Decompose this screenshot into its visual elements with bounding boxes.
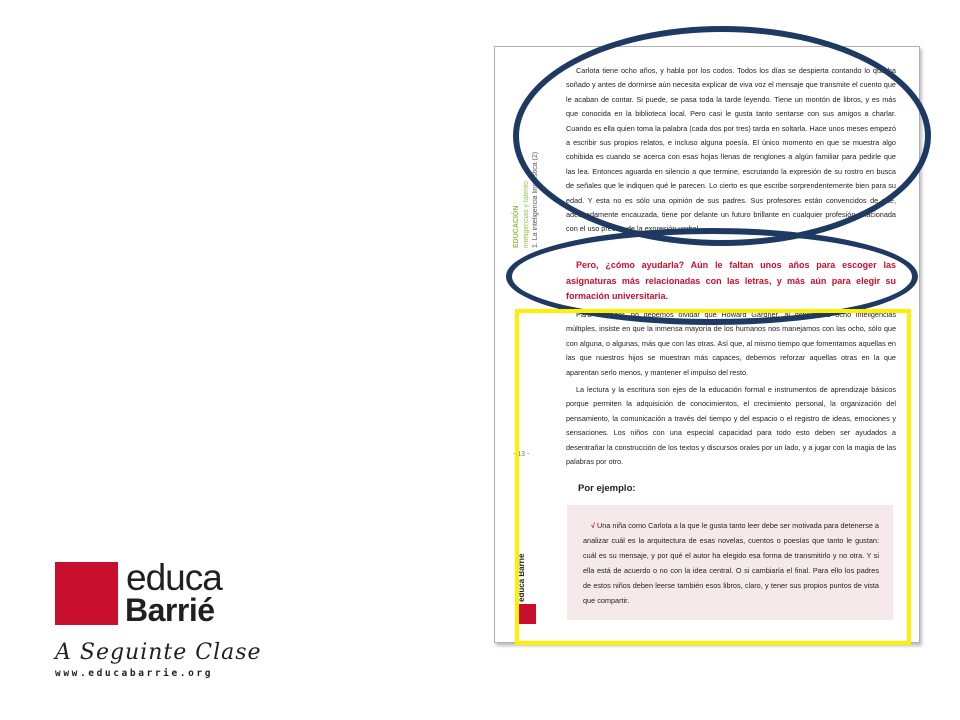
annotation-ellipse-paragraph [513, 26, 931, 246]
highlight-question: Pero, ¿cómo ayudarla? Aún le faltan unos años para escoger las asignaturas más relacionadas con las letras, y más aún para elegir su formación universitaria. [566, 260, 896, 301]
example-heading: Por ejemplo: [578, 483, 636, 494]
mini-logo-text: educa Barrié [517, 553, 526, 602]
paragraph-gardner: Para empezar, no debemos olvidar que Howard Gardner, al definir sus ocho inteligencias múltiples, insiste en que la inmensa mayoría de los humanos nos manejamos con las ocho, sólo que con alguna, o algunas, más que con las otras. Así que, al mismo tiempo que fomentamos aquellas en las que nuestros hijos se muestran más capaces, debemos reforzar aquellas otras en la que aparentan serlo menos, y mantener el impulso del resto. [566, 310, 896, 377]
side-meta-chapter: 1. La inteligencia lingüística (2) [532, 151, 539, 248]
example-text: Una niña como Carlota a la que le gusta tanto leer debe ser motivada para detenerse a analizar cuál es la arquitectura de esas novelas, cuentos o poesías que tanto le gustan: cuál es su mensaje, y por qué el autor ha elegido esa forma de transmitirlo y no otra. Y si ella está de acuerdo o no con la idea central. O si cambiaría el final. Para ello los padres de estos niños deben leerse también esos libros, claro, y tener sus propios puntos de vista que compartir. [583, 521, 879, 605]
paragraph-reading: La lectura y la escritura son ejes de la educación formal e instrumentos de aprendizaje básicos porque permiten la adquisición de conocimientos, el crecimiento personal, la organización del pensamiento, la comunicación a través del tiempo y del espacio o el registro de ideas, emociones y sensaciones. Los niños con una especial capacidad para todo esto deben ser ayudados a desentrañar la construcción de los textos y discursos orales por un lado, y a jugar con la magia de las palabras por otro. [566, 385, 896, 467]
logo-red-square [55, 562, 118, 625]
logo-brand-bottom: Barrié [125, 592, 215, 628]
side-meta-subsection: inteligencias y talento [523, 181, 530, 248]
side-meta-section: EDUCACIÓN [513, 205, 520, 248]
logo-tagline: A Seguinte Clase [55, 640, 262, 665]
logo-brand-top: educa [126, 557, 222, 598]
check-icon: √ [591, 521, 596, 530]
page-number: - 13 - [513, 451, 530, 458]
paragraph-intro: Carlota tiene ocho años, y habla por los codos. Todos los días se despierta contando lo que ha soñado y antes de dormirse aún necesita explicar de viva voz el mensaje que transmite el cuento que le acaban de contar. Si puede, se pasa toda la tarde leyendo. Tiene un montón de libros, y es más que conocida en la biblioteca local. Pero casi le gusta tanto sentarse con sus amigos a charlar. Cuando es ella quien toma la palabra (cada dos por tres) tarda en soltarla. Hace unos meses empezó a escribir sus propios relatos, e incluso alguna poesía. El único momento en que se muestra algo cohibida es cuando se acerca con esas hojas llenas de renglones a algún familiar para pedirle que las lea. Entonces aguarda en silencio a que termine, escrutando la expresión de su rostro en busca de señales que le indiquen qué le parecen. Lo cierto es que escribe sorprendentemente bien para su edad. Y esta no es sólo una opinión de sus padres. Sus profesores están convencidos de que, adecuadamente encauzada, tiene por delante un futuro brillante en cualquier profesión relacionada con el uso preciso de la expresión verbal. [566, 66, 896, 234]
annotation-rectangle-body [515, 309, 911, 645]
logo-url: www.educabarrie.org [55, 668, 214, 679]
